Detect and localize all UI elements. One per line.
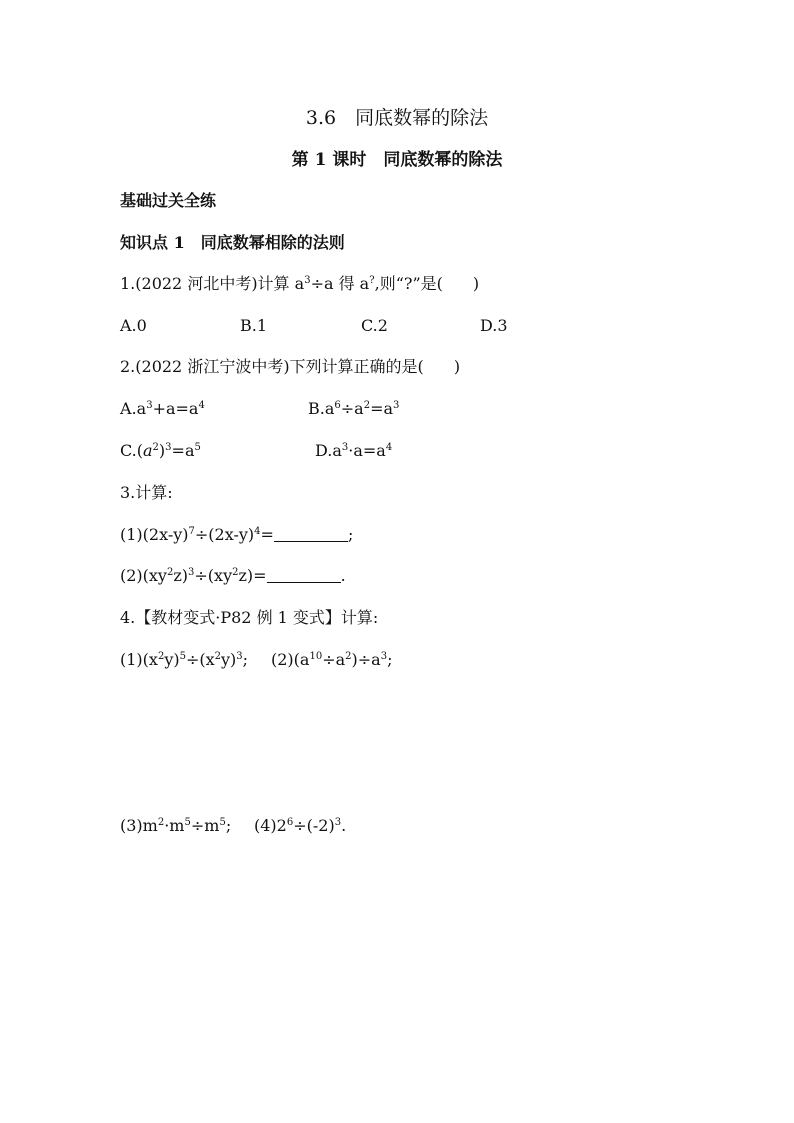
question-3-stem: 3.计算: bbox=[120, 483, 173, 502]
question-4-part-3: $(3)m^2\cdot m^5\div m^5$; bbox=[120, 816, 232, 835]
question-4-part-4: $(4)2^6\div(-2)^3$. bbox=[254, 816, 347, 835]
question-2-option-a: $A.a^3+a=a^4$ bbox=[120, 399, 205, 418]
answer-blank[interactable] bbox=[267, 568, 341, 583]
question-2-option-d: $D.a^3\cdot a=a^4$ bbox=[315, 441, 393, 460]
question-2-stem: 2.(2022 浙江宁波中考)下列计算正确的是( ) bbox=[120, 357, 461, 376]
question-1-stem: 1.(2022 河北中考)计算 $a^3\div a$ 得 a?,则“?”是( ) bbox=[120, 274, 480, 293]
question-2-option-c: $C.(a^2)^3=a^5$ bbox=[120, 441, 201, 460]
question-1-option-a: A.0 bbox=[120, 316, 147, 335]
question-4-part-1: $(1)(x^2y)^5\div(x^2y)^3$; bbox=[120, 650, 249, 669]
question-1-option-c: C.2 bbox=[361, 316, 388, 335]
section-heading: 基础过关全练 bbox=[120, 191, 217, 210]
question-3-part-2: $(2)(xy^2z)^3\div(xy^2z)=$ . bbox=[120, 566, 346, 585]
question-1-option-d: D.3 bbox=[480, 316, 508, 335]
question-4-part-2: $(2)(a^{10}\div a^2)\div a^3$; bbox=[271, 650, 393, 669]
topic-heading: 知识点 1 同底数幂相除的法则 bbox=[120, 233, 345, 252]
question-1-option-b: B.1 bbox=[240, 316, 268, 335]
question-3-part-1: $(1)(2x-y)^7\div(2x-y)^4=$ ; bbox=[120, 525, 354, 544]
question-4-stem: 4.【教材变式·P82 例 1 变式】计算: bbox=[120, 608, 379, 627]
answer-blank[interactable] bbox=[274, 527, 348, 542]
question-2-option-b: $B.a^6\div a^2=a^3$ bbox=[308, 399, 400, 418]
page-title: 3.6 同底数幂的除法 bbox=[305, 107, 489, 129]
page-subtitle: 第 1 课时 同底数幂的除法 bbox=[291, 150, 503, 170]
